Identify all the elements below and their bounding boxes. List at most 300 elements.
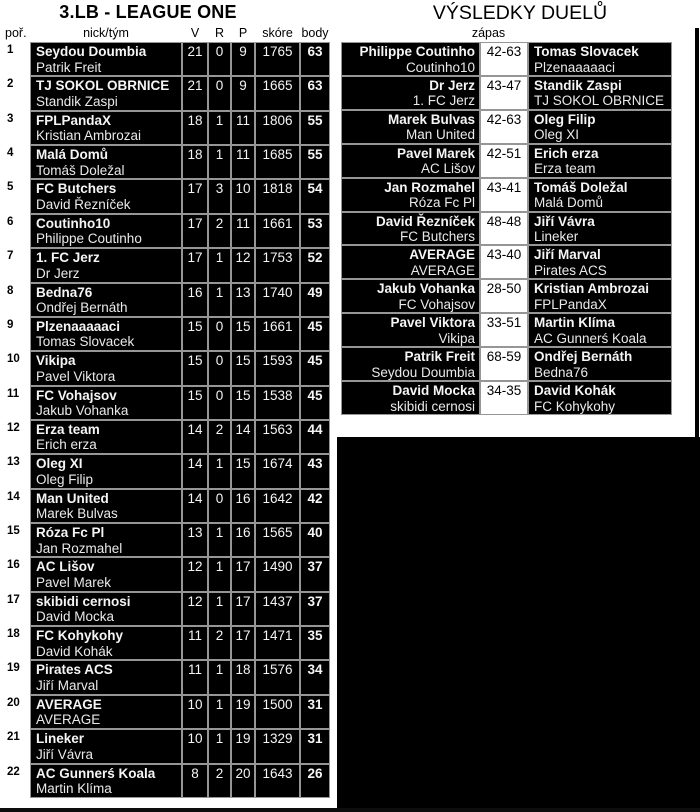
column-header-match: zápas <box>471 26 506 40</box>
player-name: Oleg Filip <box>36 471 94 487</box>
losses-value: 15 <box>231 351 255 385</box>
rank-number: 10 <box>0 351 30 385</box>
away-cell <box>528 144 672 178</box>
duel-score: 28-50 <box>480 279 528 313</box>
draws-value: 0 <box>208 351 231 385</box>
wins-value: 14 <box>182 454 208 488</box>
duel-row <box>341 144 672 178</box>
home-team-name: Vikipa <box>438 330 475 346</box>
duel-row <box>341 347 672 381</box>
away-cell <box>528 212 672 246</box>
table-row <box>0 283 330 317</box>
team-cell <box>30 76 182 110</box>
home-team-name: skibidi cernosi <box>390 398 475 414</box>
points-value: 52 <box>300 248 330 282</box>
wins-value: 18 <box>182 145 208 179</box>
away-cell <box>528 347 672 381</box>
team-cell <box>30 317 182 351</box>
points-value: 63 <box>300 42 330 76</box>
points-value: 26 <box>300 764 330 798</box>
home-player-name: Jakub Vohanka <box>376 281 475 297</box>
home-cell <box>341 381 480 415</box>
away-team-name: Oleg XI <box>534 127 580 143</box>
away-cell <box>528 279 672 313</box>
team-name: Erza team <box>36 421 100 437</box>
losses-value: 18 <box>231 660 255 694</box>
draws-value: 1 <box>208 557 231 591</box>
away-team-name: FC Kohykohy <box>534 398 616 414</box>
draws-value: 0 <box>208 317 231 351</box>
team-cell <box>30 695 182 729</box>
home-team-name: FC Butchers <box>399 229 475 245</box>
team-name: Malá Domů <box>36 147 109 163</box>
team-cell <box>30 214 182 248</box>
team-cell <box>30 626 182 660</box>
duel-score: 68-59 <box>480 347 528 381</box>
score-value: 1765 <box>255 42 300 76</box>
team-cell <box>30 729 182 763</box>
player-name: Marek Bulvas <box>36 506 118 522</box>
duel-score: 42-63 <box>480 42 528 76</box>
home-team-name: FC Vohajsov <box>398 296 475 312</box>
player-name: Ondřej Bernáth <box>36 300 128 316</box>
wins-value: 10 <box>182 729 208 763</box>
score-value: 1685 <box>255 145 300 179</box>
losses-value: 17 <box>231 592 255 626</box>
losses-value: 19 <box>231 729 255 763</box>
duel-score: 48-48 <box>480 212 528 246</box>
bottom-border-strip <box>0 808 700 812</box>
points-value: 42 <box>300 489 330 523</box>
draws-value: 1 <box>208 695 231 729</box>
table-row <box>0 214 330 248</box>
points-value: 31 <box>300 729 330 763</box>
duel-row <box>341 279 672 313</box>
wins-value: 21 <box>182 42 208 76</box>
team-name: Plzenaaaaaci <box>36 318 121 334</box>
score-value: 1806 <box>255 111 300 145</box>
wins-value: 14 <box>182 489 208 523</box>
losses-value: 15 <box>231 454 255 488</box>
home-team-name: 1. FC Jerz <box>412 93 475 109</box>
team-name: skibidi cernosi <box>36 593 131 609</box>
player-name: Jiří Vávra <box>36 746 94 762</box>
points-value: 31 <box>300 695 330 729</box>
wins-value: 17 <box>182 248 208 282</box>
away-player-name: Jiří Vávra <box>534 213 595 229</box>
away-team-name: AC Gunnerś Koala <box>534 330 647 346</box>
away-cell <box>528 178 672 212</box>
wins-value: 15 <box>182 386 208 420</box>
losses-value: 9 <box>231 42 255 76</box>
table-row <box>0 454 330 488</box>
score-value: 1643 <box>255 764 300 798</box>
points-value: 45 <box>300 317 330 351</box>
player-name: Patrik Freit <box>36 59 102 75</box>
losses-value: 17 <box>231 557 255 591</box>
duel-row <box>341 110 672 144</box>
losses-value: 9 <box>231 76 255 110</box>
away-cell <box>528 245 672 279</box>
team-name: Pirates ACS <box>36 662 113 678</box>
team-name: Seydou Doumbia <box>36 44 147 59</box>
rank-number: 20 <box>0 695 30 729</box>
score-value: 1500 <box>255 695 300 729</box>
duel-score: 33-51 <box>480 313 528 347</box>
column-header-team: nick/tým <box>83 26 129 40</box>
away-player-name: David Kohák <box>534 383 616 399</box>
draws-value: 1 <box>208 145 231 179</box>
team-cell <box>30 111 182 145</box>
duel-row <box>341 178 672 212</box>
losses-value: 13 <box>231 283 255 317</box>
home-team-name: Róza Fc Pl <box>408 195 475 211</box>
black-filler-region <box>337 437 700 812</box>
away-team-name: TJ SOKOL OBRNICE <box>534 93 665 109</box>
rank-number: 3 <box>0 111 30 145</box>
wins-value: 21 <box>182 76 208 110</box>
draws-value: 1 <box>208 660 231 694</box>
home-player-name: Marek Bulvas <box>387 111 475 127</box>
draws-value: 0 <box>208 386 231 420</box>
score-value: 1576 <box>255 660 300 694</box>
team-name: FPLPandaX <box>36 112 112 128</box>
team-name: FC Butchers <box>36 181 117 197</box>
team-name: Oleg XI <box>36 456 83 472</box>
player-name: David Kohák <box>36 643 113 659</box>
table-row <box>0 317 330 351</box>
home-player-name: Jan Rozmahel <box>384 179 475 195</box>
wins-value: 18 <box>182 111 208 145</box>
table-row <box>0 111 330 145</box>
rank-number: 16 <box>0 557 30 591</box>
rank-number: 13 <box>0 454 30 488</box>
rank-number: 22 <box>0 764 30 798</box>
column-header-draws: R <box>214 26 225 40</box>
losses-value: 15 <box>231 386 255 420</box>
home-player-name: Philippe Coutinho <box>359 44 475 59</box>
draws-value: 2 <box>208 764 231 798</box>
team-name: AC Gunnerś Koala <box>36 765 156 781</box>
losses-value: 16 <box>231 523 255 557</box>
points-value: 45 <box>300 351 330 385</box>
home-cell <box>341 42 480 76</box>
rank-number: 15 <box>0 523 30 557</box>
table-row <box>0 76 330 110</box>
standings-table <box>0 42 330 798</box>
duel-score: 42-51 <box>480 144 528 178</box>
table-row <box>0 420 330 454</box>
duel-score: 43-41 <box>480 178 528 212</box>
home-player-name: David Řezníček <box>375 213 475 229</box>
score-value: 1661 <box>255 214 300 248</box>
team-cell <box>30 145 182 179</box>
points-value: 37 <box>300 557 330 591</box>
losses-value: 12 <box>231 248 255 282</box>
away-team-name: Plzenaaaaaci <box>534 59 616 75</box>
away-team-name: Pirates ACS <box>534 262 607 278</box>
duel-score: 43-40 <box>480 245 528 279</box>
draws-value: 1 <box>208 283 231 317</box>
home-cell <box>341 178 480 212</box>
home-team-name: Man United <box>405 127 475 143</box>
points-value: 49 <box>300 283 330 317</box>
rank-number: 17 <box>0 592 30 626</box>
rank-number: 9 <box>0 317 30 351</box>
team-cell <box>30 179 182 213</box>
player-name: Kristian Ambrozai <box>36 128 142 144</box>
points-value: 63 <box>300 76 330 110</box>
home-cell <box>341 347 480 381</box>
table-row <box>0 145 330 179</box>
table-row <box>0 42 330 76</box>
draws-value: 1 <box>208 729 231 763</box>
duel-row <box>341 381 672 415</box>
losses-value: 11 <box>231 145 255 179</box>
team-name: TJ SOKOL OBRNICE <box>36 78 170 94</box>
league-title: 3.LB - LEAGUE ONE <box>59 2 237 22</box>
score-value: 1642 <box>255 489 300 523</box>
rank-number: 18 <box>0 626 30 660</box>
draws-value: 3 <box>208 179 231 213</box>
duel-row <box>341 76 672 110</box>
home-cell <box>341 212 480 246</box>
wins-value: 8 <box>182 764 208 798</box>
team-cell <box>30 454 182 488</box>
rank-number: 1 <box>0 42 30 76</box>
points-value: 44 <box>300 420 330 454</box>
player-name: Philippe Coutinho <box>36 231 142 247</box>
team-cell <box>30 660 182 694</box>
draws-value: 1 <box>208 523 231 557</box>
away-cell <box>528 381 672 415</box>
draws-value: 1 <box>208 592 231 626</box>
column-header-score: skóre <box>262 26 293 40</box>
home-team-name: Coutinho10 <box>405 59 475 75</box>
score-value: 1753 <box>255 248 300 282</box>
duel-row <box>341 245 672 279</box>
player-name: Pavel Viktora <box>36 368 116 384</box>
table-row <box>0 592 330 626</box>
player-name: AVERAGE <box>36 712 101 728</box>
rank-number: 6 <box>0 214 30 248</box>
player-name: Pavel Marek <box>36 574 112 590</box>
points-value: 53 <box>300 214 330 248</box>
team-name: AC Lišov <box>36 559 95 575</box>
wins-value: 13 <box>182 523 208 557</box>
draws-value: 2 <box>208 626 231 660</box>
duel-row <box>341 313 672 347</box>
wins-value: 12 <box>182 557 208 591</box>
draws-value: 2 <box>208 420 231 454</box>
home-cell <box>341 279 480 313</box>
home-player-name: Pavel Viktora <box>390 315 475 331</box>
away-cell <box>528 76 672 110</box>
away-player-name: Standik Zaspi <box>534 77 622 93</box>
right-edge-border <box>695 28 699 437</box>
duel-score: 42-63 <box>480 110 528 144</box>
duel-score: 43-47 <box>480 76 528 110</box>
table-row <box>0 695 330 729</box>
rank-number: 19 <box>0 660 30 694</box>
duel-row <box>341 42 672 76</box>
team-cell <box>30 557 182 591</box>
losses-value: 10 <box>231 179 255 213</box>
home-player-name: David Mocka <box>392 383 475 399</box>
rank-number: 21 <box>0 729 30 763</box>
column-header-wins: V <box>190 26 200 40</box>
home-player-name: AVERAGE <box>409 247 475 263</box>
team-cell <box>30 351 182 385</box>
wins-value: 14 <box>182 420 208 454</box>
team-cell <box>30 764 182 798</box>
away-player-name: Ondřej Bernáth <box>534 349 633 365</box>
team-cell <box>30 420 182 454</box>
points-value: 40 <box>300 523 330 557</box>
team-name: FC Vohajsov <box>36 387 117 403</box>
table-row <box>0 179 330 213</box>
wins-value: 15 <box>182 317 208 351</box>
table-row <box>0 523 330 557</box>
points-value: 45 <box>300 386 330 420</box>
home-team-name: Seydou Doumbia <box>371 364 475 380</box>
home-team-name: AC Lišov <box>420 161 475 177</box>
wins-value: 12 <box>182 592 208 626</box>
losses-value: 17 <box>231 626 255 660</box>
player-name: David Řezníček <box>36 196 131 212</box>
losses-value: 11 <box>231 111 255 145</box>
column-header-points: body <box>301 26 329 40</box>
team-cell <box>30 42 182 76</box>
away-player-name: Jiří Marval <box>534 247 601 263</box>
draws-value: 1 <box>208 248 231 282</box>
team-cell <box>30 248 182 282</box>
away-player-name: Martin Klíma <box>534 315 616 331</box>
table-row <box>0 489 330 523</box>
home-player-name: Dr Jerz <box>429 77 475 93</box>
column-header-rank: poř. <box>5 26 27 40</box>
home-cell <box>341 245 480 279</box>
score-value: 1565 <box>255 523 300 557</box>
player-name: David Mocka <box>36 609 115 625</box>
rank-number: 8 <box>0 283 30 317</box>
wins-value: 11 <box>182 660 208 694</box>
away-team-name: Erza team <box>534 161 596 177</box>
player-name: Tomáš Doležal <box>36 162 125 178</box>
player-name: Jiří Marval <box>36 677 99 693</box>
away-player-name: Oleg Filip <box>534 111 596 127</box>
player-name: Jakub Vohanka <box>36 403 129 419</box>
rank-number: 2 <box>0 76 30 110</box>
away-cell <box>528 313 672 347</box>
home-team-name: AVERAGE <box>410 262 475 278</box>
away-player-name: Erich erza <box>534 145 599 161</box>
score-value: 1329 <box>255 729 300 763</box>
wins-value: 11 <box>182 626 208 660</box>
home-cell <box>341 144 480 178</box>
team-name: Bedna76 <box>36 284 93 300</box>
rank-number: 5 <box>0 179 30 213</box>
points-value: 37 <box>300 592 330 626</box>
wins-value: 10 <box>182 695 208 729</box>
duel-results-title: VÝSLEDKY DUELŮ <box>432 2 608 24</box>
team-name: Man United <box>36 490 109 506</box>
duel-score: 34-35 <box>480 381 528 415</box>
draws-value: 1 <box>208 454 231 488</box>
rank-number: 4 <box>0 145 30 179</box>
draws-value: 0 <box>208 489 231 523</box>
table-row <box>0 626 330 660</box>
losses-value: 20 <box>231 764 255 798</box>
away-team-name: Bedna76 <box>534 364 589 380</box>
duel-row <box>341 212 672 246</box>
table-row <box>0 351 330 385</box>
team-name: Vikipa <box>36 353 76 369</box>
team-cell <box>30 386 182 420</box>
table-row <box>0 557 330 591</box>
table-row <box>0 386 330 420</box>
team-name: Lineker <box>36 731 85 747</box>
team-name: AVERAGE <box>36 696 102 712</box>
score-value: 1490 <box>255 557 300 591</box>
column-header-losses: P <box>238 26 248 40</box>
score-value: 1665 <box>255 76 300 110</box>
home-player-name: Pavel Marek <box>396 145 475 161</box>
team-name: 1. FC Jerz <box>36 250 100 266</box>
rank-number: 12 <box>0 420 30 454</box>
score-value: 1563 <box>255 420 300 454</box>
wins-value: 17 <box>182 214 208 248</box>
table-row <box>0 660 330 694</box>
score-value: 1538 <box>255 386 300 420</box>
rank-number: 14 <box>0 489 30 523</box>
team-cell <box>30 283 182 317</box>
score-value: 1818 <box>255 179 300 213</box>
player-name: Tomas Slovacek <box>36 334 135 350</box>
points-value: 35 <box>300 626 330 660</box>
draws-value: 2 <box>208 214 231 248</box>
away-player-name: Tomáš Doležal <box>534 179 628 195</box>
score-value: 1674 <box>255 454 300 488</box>
losses-value: 14 <box>231 420 255 454</box>
home-cell <box>341 110 480 144</box>
home-cell <box>341 76 480 110</box>
team-cell <box>30 592 182 626</box>
away-player-name: Kristian Ambrozai <box>534 281 650 297</box>
team-name: FC Kohykohy <box>36 628 124 644</box>
away-cell <box>528 110 672 144</box>
draws-value: 0 <box>208 42 231 76</box>
team-cell <box>30 523 182 557</box>
points-value: 55 <box>300 111 330 145</box>
wins-value: 17 <box>182 179 208 213</box>
table-row <box>0 248 330 282</box>
home-player-name: Patrik Freit <box>404 349 475 365</box>
player-name: Jan Rozmahel <box>36 540 123 556</box>
wins-value: 16 <box>182 283 208 317</box>
wins-value: 15 <box>182 351 208 385</box>
score-value: 1740 <box>255 283 300 317</box>
away-team-name: Lineker <box>534 229 579 245</box>
away-cell <box>528 42 672 76</box>
score-value: 1437 <box>255 592 300 626</box>
score-value: 1471 <box>255 626 300 660</box>
table-row <box>0 764 330 798</box>
rank-number: 7 <box>0 248 30 282</box>
points-value: 55 <box>300 145 330 179</box>
points-value: 43 <box>300 454 330 488</box>
draws-value: 1 <box>208 111 231 145</box>
